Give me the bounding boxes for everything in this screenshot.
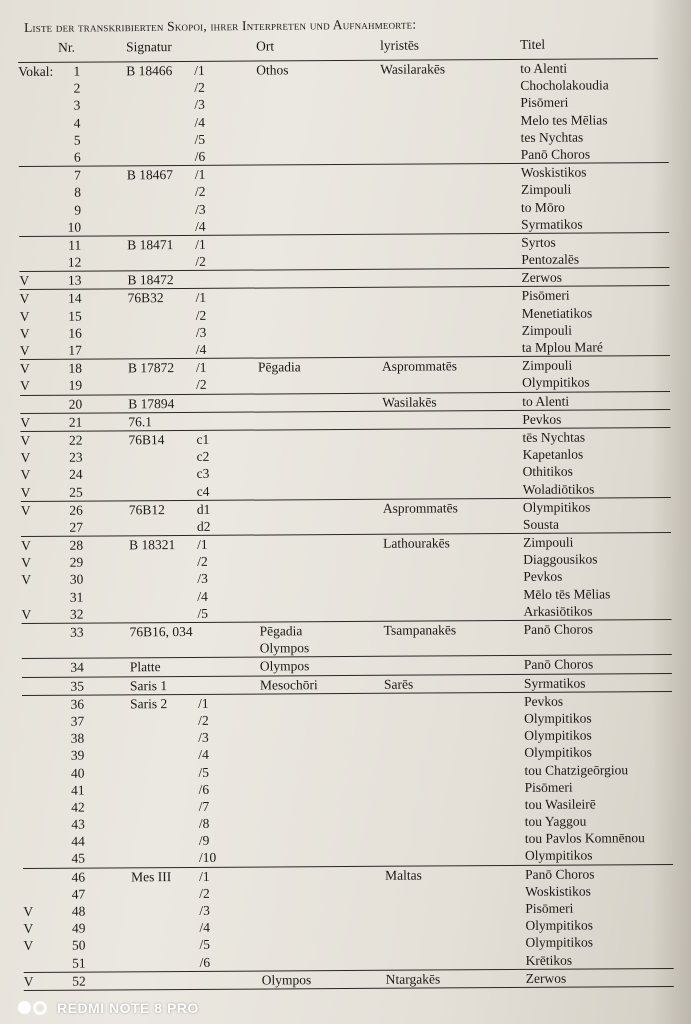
row-subnr: c1 <box>196 431 210 447</box>
row-titel: Zimpouli <box>520 181 572 198</box>
row-nr: 24 <box>69 466 83 483</box>
row-mark: V <box>23 903 34 919</box>
row-mark: V <box>19 342 30 358</box>
row-titel: Pevkos <box>524 693 564 709</box>
row-titel: Zimpouli <box>521 357 573 374</box>
row-nr: 39 <box>70 747 85 764</box>
row-nr: 11 <box>68 237 82 253</box>
row-subnr: /1 <box>199 868 210 884</box>
row-subnr: /3 <box>194 201 206 217</box>
row-mark: V <box>20 414 31 430</box>
row-titel: Othitikos <box>522 463 573 480</box>
header-nr: Nr. <box>57 39 75 55</box>
row-titel: Olympitikos <box>525 917 593 934</box>
row-mark: V <box>20 378 30 394</box>
row-nr: 23 <box>69 449 83 465</box>
row-subnr: /4 <box>199 920 210 936</box>
row-subnr: /6 <box>199 954 211 970</box>
row-titel: Olympitikos <box>525 934 594 951</box>
row-titel: Pisōmeri <box>525 900 574 916</box>
row-subnr: /10 <box>198 850 217 866</box>
row-nr: 10 <box>67 219 82 235</box>
row-titel: tēs Nychtas <box>522 429 586 445</box>
row-ort: Mesochōri <box>259 676 318 693</box>
row-nr: 27 <box>69 519 84 535</box>
row-titel: Panō Choros <box>520 146 591 162</box>
row-titel: Diaggousikos <box>523 551 598 568</box>
row-titel: to Alenti <box>520 60 568 76</box>
row-nr: 49 <box>71 920 86 936</box>
row-subnr: /4 <box>195 218 206 234</box>
row-titel: Chocholakoudia <box>520 77 609 94</box>
row-lyristes: Maltas <box>385 867 422 883</box>
row-nr: 40 <box>70 765 85 781</box>
row-titel: Olympitikos <box>524 847 593 864</box>
header-signatur: Signatur <box>125 39 172 55</box>
row-subnr: /1 <box>197 536 208 552</box>
watermark-text: REDMI NOTE 8 PRO <box>57 1000 199 1016</box>
row-signatur: B 18466 <box>126 63 173 79</box>
row-subnr: /6 <box>194 148 206 164</box>
row-nr: 12 <box>67 254 82 270</box>
row-signatur: 76.1 <box>128 413 153 430</box>
row-nr: 9 <box>74 202 82 218</box>
row-nr: 5 <box>73 132 81 148</box>
row-signatur: Platte <box>129 659 161 675</box>
row-titel: Melo tes Mēlias <box>520 111 608 128</box>
row-nr: 52 <box>72 973 86 989</box>
row-subnr: /2 <box>194 80 205 96</box>
row-titel: Woskistikos <box>520 164 587 181</box>
row-titel: tou Wasileirē <box>524 796 596 812</box>
row-ort: Olympos <box>259 658 310 674</box>
row-titel: Arkasiōtikos <box>523 603 593 619</box>
table-header <box>18 36 668 60</box>
row-titel: Olympitikos <box>522 499 591 515</box>
row-lyristes: Lathourakēs <box>383 535 450 551</box>
row-nr: 2 <box>73 80 81 96</box>
row-lyristes: Asprommatēs <box>382 500 458 516</box>
row-subnr: /4 <box>197 588 208 604</box>
row-titel: Olympitikos <box>522 374 590 391</box>
row-signatur: B 18472 <box>127 272 174 288</box>
row-ort: Pēgadia <box>257 359 301 375</box>
row-titel: Syrtos <box>521 234 556 250</box>
row-subnr: /5 <box>194 131 206 147</box>
row-titel: to Mōro <box>520 199 565 215</box>
row-titel: Zerwos <box>521 269 563 286</box>
row-titel: tes Nychtas <box>520 129 584 145</box>
row-titel: Krētikos <box>525 952 573 968</box>
row-titel: Pisōmeri <box>521 288 570 304</box>
row-subnr: d2 <box>196 518 211 534</box>
skopoi-table <box>18 36 674 991</box>
row-titel: Syrmatikos <box>521 216 583 232</box>
row-titel: Woladiōtikos <box>522 480 595 497</box>
row-mark: V <box>20 450 31 466</box>
row-subnr: /1 <box>198 695 209 711</box>
row-titel: Pentozalēs <box>521 251 580 267</box>
row-subnr: /1 <box>194 166 206 183</box>
page-heading: Liste der transkribierten Skopoi, ihrer Interpreten und Aufnahmeorte: <box>24 16 417 35</box>
row-nr: 19 <box>68 377 83 394</box>
row-subnr: /3 <box>194 97 205 113</box>
row-subnr: /2 <box>194 184 206 200</box>
row-nr: 41 <box>71 782 85 798</box>
row-subnr: /2 <box>198 712 209 728</box>
row-nr: 13 <box>67 272 82 288</box>
row-mark: V <box>23 973 34 989</box>
row-signatur: B 18321 <box>129 537 176 553</box>
header-lyristes: lyristēs <box>379 37 420 53</box>
camera-watermark <box>18 999 199 1017</box>
row-titel: Olympitikos <box>524 727 592 744</box>
row-titel: Mēlo tēs Mēlias <box>523 586 611 602</box>
row-signatur: 76B16, 034 <box>129 623 193 640</box>
row-nr: 25 <box>69 484 83 500</box>
row-nr: 4 <box>73 115 81 131</box>
row-titel: Olympitikos <box>524 710 592 726</box>
row-nr: 45 <box>71 851 86 867</box>
row-ort: Olympos <box>261 971 312 988</box>
row-nr: 7 <box>74 167 81 183</box>
row-nr: 14 <box>68 291 82 307</box>
table-body <box>18 59 674 991</box>
row-subnr: /2 <box>195 253 206 269</box>
row-titel: Menetiatikos <box>521 305 593 321</box>
row-nr: 3 <box>73 97 81 114</box>
row-signatur: Saris 2 <box>130 695 168 712</box>
header-ort: Ort <box>255 38 275 54</box>
row-mark: V <box>21 572 32 588</box>
row-titel: tou Yaggou <box>524 813 587 829</box>
row-lyristes: Ntargakēs <box>385 971 441 987</box>
row-subnr: /4 <box>198 747 209 763</box>
row-subnr: /5 <box>199 937 211 953</box>
row-titel: Pevkos <box>522 411 562 427</box>
row-nr: 32 <box>69 606 84 622</box>
row-subnr: /1 <box>194 62 205 78</box>
row-nr: 20 <box>68 396 83 412</box>
row-subnr: c2 <box>196 448 210 465</box>
row-titel: Sousta <box>522 516 560 532</box>
row-subnr: /7 <box>198 798 210 814</box>
row-subnr: /2 <box>199 885 210 901</box>
row-titel: Panō Choros <box>523 656 594 673</box>
row-ort: Olympos <box>259 640 310 656</box>
row-subnr: c4 <box>196 483 210 499</box>
row-nr: 48 <box>71 903 86 919</box>
row-subnr: /4 <box>195 341 207 357</box>
row-nr: 43 <box>71 816 85 832</box>
row-nr: 50 <box>71 937 86 954</box>
row-titel: Zimpouli <box>523 534 574 550</box>
row-nr: 6 <box>73 149 81 165</box>
row-lyristes: Wasilakēs <box>382 394 437 410</box>
row-mark: V <box>19 325 30 341</box>
row-nr: 44 <box>71 833 85 849</box>
row-subnr: /5 <box>197 605 209 621</box>
row-nr: 16 <box>68 325 82 341</box>
row-nr: 29 <box>69 554 84 570</box>
row-subnr: /4 <box>194 114 206 130</box>
row-subnr: /3 <box>195 324 207 340</box>
row-subnr: /1 <box>195 236 206 252</box>
row-nr: 18 <box>68 360 83 376</box>
row-nr: 34 <box>70 659 84 676</box>
row-titel: Woskistikos <box>525 883 591 899</box>
row-subnr: /2 <box>195 307 207 323</box>
row-titel: Panō Choros <box>525 866 595 882</box>
row-titel: Zerwos <box>525 970 567 986</box>
row-mark: V <box>20 467 31 483</box>
row-titel: to Alenti <box>522 393 570 409</box>
row-signatur: B 17872 <box>127 360 175 376</box>
row-subnr: /2 <box>197 554 208 570</box>
row-nr: 17 <box>68 342 82 358</box>
row-signatur: 76B32 <box>127 290 164 306</box>
row-subnr: /6 <box>198 781 210 797</box>
row-titel: Pevkos <box>523 569 563 585</box>
row-signatur: 76B14 <box>128 432 165 448</box>
row-nr: 46 <box>71 869 86 885</box>
row-nr: 36 <box>70 696 85 712</box>
row-mark: V <box>23 938 34 954</box>
row-subnr: c3 <box>196 466 210 482</box>
row-mark: V <box>19 308 30 324</box>
row-subnr: /3 <box>197 571 208 587</box>
row-signatur: B 18471 <box>127 236 174 253</box>
row-titel: Pisōmeri <box>524 779 573 795</box>
row-titel: Syrmatikos <box>523 675 586 691</box>
row-nr: 22 <box>68 432 83 448</box>
row-titel: ta Mplou Maré <box>521 339 603 355</box>
row-subnr: /9 <box>198 833 210 849</box>
row-mark: V <box>20 484 31 500</box>
row-subnr: /5 <box>198 764 210 780</box>
row-titel: Pisōmeri <box>520 95 569 111</box>
row-nr: 37 <box>70 713 85 729</box>
row-nr: 31 <box>69 589 84 605</box>
row-nr: 15 <box>68 308 82 324</box>
row-mark: V <box>21 555 31 571</box>
row-lyristes: Tsampanakēs <box>383 622 457 638</box>
table-row <box>24 969 674 991</box>
row-nr: 28 <box>69 537 84 553</box>
row-lyristes: Asprommatēs <box>381 358 458 374</box>
row-mark: Vokal: <box>18 63 54 79</box>
row-subnr: /8 <box>198 815 210 831</box>
row-ort: Pēgadia <box>259 623 303 639</box>
row-titel: Panō Choros <box>523 621 594 637</box>
row-mark: V <box>23 921 34 937</box>
row-nr: 47 <box>71 886 86 902</box>
row-nr: 1 <box>73 63 81 79</box>
row-mark: V <box>20 432 31 448</box>
row-nr: 51 <box>72 955 86 971</box>
row-signatur: Mes III <box>131 868 172 884</box>
row-nr: 8 <box>74 184 81 200</box>
row-nr: 26 <box>69 502 83 518</box>
row-lyristes: Wasilarakēs <box>380 61 446 77</box>
row-titel: tou Chatzigeōrgiou <box>524 761 629 778</box>
row-mark: V <box>19 291 30 307</box>
row-mark: V <box>19 273 30 289</box>
row-mark: V <box>21 606 32 622</box>
row-titel: Olympitikos <box>524 744 592 761</box>
row-titel: Zimpouli <box>521 322 573 338</box>
row-nr: 42 <box>71 799 85 815</box>
row-nr: 33 <box>70 624 84 640</box>
row-signatur: Saris 1 <box>129 677 168 693</box>
row-nr: 38 <box>70 730 85 746</box>
camera-lens-icon <box>18 1001 49 1015</box>
row-subnr: /3 <box>199 902 210 918</box>
row-nr: 21 <box>68 414 83 430</box>
row-ort: Othos <box>256 62 289 78</box>
row-subnr: /3 <box>198 729 209 746</box>
row-signatur: B 17894 <box>128 395 175 411</box>
row-subnr: d1 <box>196 501 211 517</box>
header-titel: Titel <box>519 36 546 52</box>
row-titel: tou Pavlos Komnēnou <box>524 830 645 847</box>
row-subnr: /1 <box>195 360 207 376</box>
row-lyristes: Sarēs <box>383 676 414 692</box>
row-titel: Kapetanlos <box>522 446 584 463</box>
row-signatur: 76B12 <box>128 501 165 518</box>
row-subnr: /1 <box>195 290 207 306</box>
row-nr: 30 <box>69 572 84 588</box>
row-mark: V <box>19 361 30 377</box>
row-mark: V <box>20 502 31 518</box>
row-nr: 35 <box>70 678 84 694</box>
row-subnr: /2 <box>196 377 207 393</box>
row-signatur: B 18467 <box>126 167 174 183</box>
row-mark: V <box>21 537 31 554</box>
